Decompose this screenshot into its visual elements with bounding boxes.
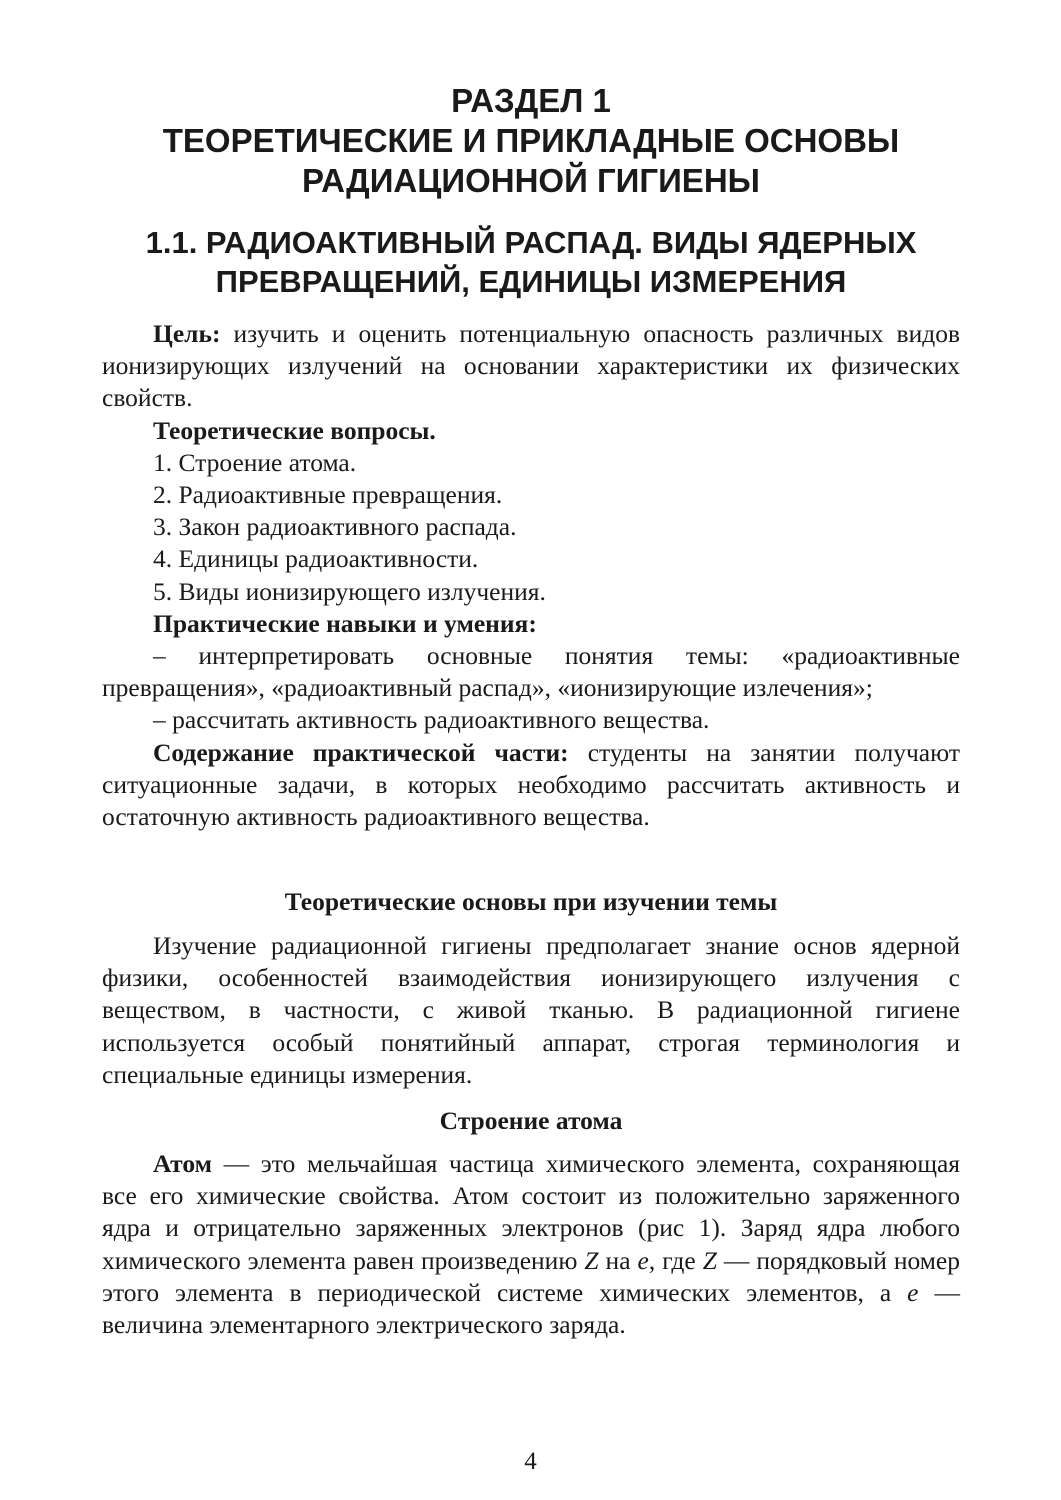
questions-title [102, 415, 960, 447]
atom-text-2: на [598, 1245, 638, 1275]
subsection-heading-line-1: 1.1. РАДИОАКТИВНЫЙ РАСПАД. ВИДЫ ЯДЕРНЫХ [145, 225, 917, 260]
section-heading-line-1: РАЗДЕЛ 1 [451, 82, 611, 119]
question-item: 2. Радиоактивные превращения. [153, 480, 503, 510]
subsection-heading [102, 223, 960, 301]
theory-section [102, 930, 960, 1091]
lesson-intro [102, 318, 960, 833]
section-heading-line-2: ТЕОРЕТИЧЕСКИЕ И ПРИКЛАДНЫЕ ОСНОВЫ [162, 122, 900, 159]
subsection-heading-line-2: ПРЕВРАЩЕНИЙ, ЕДИНИЦЫ ИЗМЕРЕНИЯ [215, 264, 847, 299]
section-heading [102, 81, 960, 201]
atom-paragraph [102, 1148, 960, 1341]
question-item: 1. Строение атома. [153, 447, 357, 477]
symbol-e: e [907, 1277, 919, 1307]
questions-title-text: Теоретические вопросы. [153, 415, 436, 445]
skills-title [102, 608, 960, 640]
question-item: 3. Закон радиоактивного распада. [153, 512, 517, 542]
goal-text: изучить и оценить потенциальную опасность различных видов ионизирующих излучений на основании характеристики их физических свойств. [102, 319, 960, 413]
skill-item: – интерпретировать основные понятия темы: «радиоактивные превращения», «радиоактивный распад», «ионизирующие излечения»; [102, 641, 960, 703]
content-label: Содержание практической части: [153, 737, 569, 767]
atom-text-1: — это мельчайшая частица химического элемента, сохраняющая все его химические свойства. Атом состоит из положительно заряженного ядра и отрицательно заряженных электронов (рис 1). Заряд ядра любого химического элемента равен произведению [102, 1149, 960, 1275]
skills-title-text: Практические навыки и умения: [153, 608, 537, 638]
symbol-e: e [637, 1245, 649, 1275]
question-item: 5. Виды ионизирующего излучения. [153, 576, 546, 606]
atom-term: Атом [153, 1149, 212, 1178]
atom-text-5: — величина элементарного электрического заряда. [102, 1277, 960, 1340]
atom-section [102, 1148, 960, 1341]
atom-heading: Строение атома [439, 1106, 623, 1135]
content-text: студенты на занятии получают ситуационные задачи, в которых необходимо рассчитать активность и остаточную активность радиоактивного вещества. [102, 737, 960, 832]
symbol-z: Z [584, 1245, 599, 1275]
skill-item: – рассчитать активность радиоактивного вещества. [153, 705, 710, 735]
page-number: 4 [524, 1448, 537, 1475]
atom-text-3: , где [648, 1245, 703, 1275]
theory-heading: Теоретические основы при изучении темы [284, 887, 778, 916]
symbol-z: Z [702, 1245, 717, 1275]
atom-text-4: — порядковый номер этого элемента в периодической системе химических элементов, а [102, 1245, 960, 1307]
content-paragraph [102, 737, 960, 834]
goal-label: Цель: [153, 319, 221, 348]
theory-paragraph: Изучение радиационной гигиены предполагает знание основ ядерной физики, особенностей взаимодействия ионизирующего излучения с веществом, в частности, с живой тканью. В радиационной гигиене используется особый понятийный аппарат, строгая терминология и специальные единицы измерения. [102, 931, 960, 1089]
section-heading-line-3: РАДИАЦИОННОЙ ГИГИЕНЫ [302, 162, 760, 199]
goal-paragraph [102, 318, 960, 415]
question-item: 4. Единицы радиоактивности. [153, 544, 479, 574]
